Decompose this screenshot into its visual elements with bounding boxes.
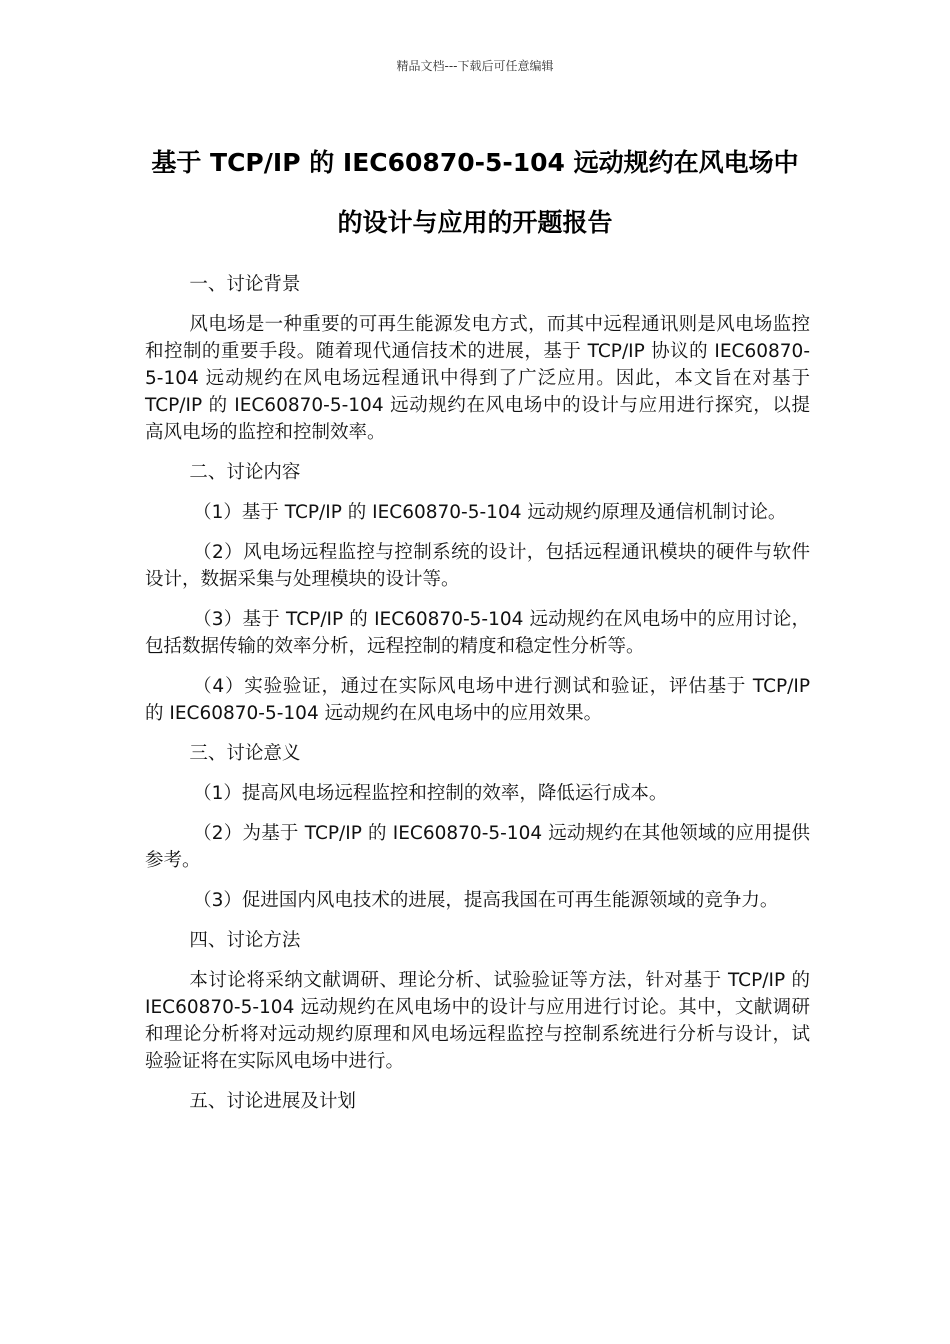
content-item-4: （4）实验验证，通过在实际风电场中进行测试和验证，评估基于 TCP/IP 的 IEC60870-5-104 远动规约在风电场中的应用效果。: [145, 676, 810, 724]
section-heading-background: 一、讨论背景: [189, 274, 301, 295]
content-item-1: （1）基于 TCP/IP 的 IEC60870-5-104 远动规约原理及通信机制讨论。: [193, 502, 787, 523]
page-header-note: 精品文档---下载后可任意编辑: [396, 59, 554, 73]
document-title: 基于 TCP/IP 的 IEC60870-5-104 远动规约在风电场中的设计与应用的开题报告: [151, 148, 799, 237]
methods-paragraph: 本讨论将采纳文献调研、理论分析、试验验证等方法，针对基于 TCP/IP 的 IEC60870-5-104 远动规约在风电场中的设计与应用进行讨论。其中，文献调研和理论分析将对远动规约原理和风电场远程监控与控制系统进行分析与设计，试验验证将在实际风电场中进行。: [145, 970, 810, 1072]
significance-item-1: （1）提高风电场远程监控和控制的效率，降低运行成本。: [193, 783, 668, 804]
content-item-2: （2）风电场远程监控与控制系统的设计，包括远程通讯模块的硬件与软件设计，数据采集与处理模块的设计等。: [145, 542, 810, 590]
section-heading-significance: 三、讨论意义: [189, 743, 301, 764]
content-item-3: （3）基于 TCP/IP 的 IEC60870-5-104 远动规约在风电场中的应用讨论，包括数据传输的效率分析，远程控制的精度和稳定性分析等。: [145, 609, 810, 657]
significance-item-2: （2）为基于 TCP/IP 的 IEC60870-5-104 远动规约在其他领域的应用提供参考。: [145, 823, 810, 871]
significance-item-3: （3）促进国内风电技术的进展，提高我国在可再生能源领域的竞争力。: [193, 890, 779, 911]
section-heading-methods: 四、讨论方法: [189, 930, 301, 951]
document-body: [145, 271, 810, 1128]
section-heading-progress: 五、讨论进展及计划: [189, 1091, 356, 1112]
section-heading-content: 二、讨论内容: [189, 462, 301, 483]
background-paragraph: 风电场是一种重要的可再生能源发电方式，而其中远程通讯则是风电场监控和控制的重要手段。随着现代通信技术的进展，基于 TCP/IP 协议的 IEC60870-5-104 远动规约在风电场远程通讯中得到了广泛应用。因此，本文旨在对基于 TCP/IP 的 IEC60870-5-104 远动规约在风电场中的设计与应用进行探究，以提高风电场的监控和控制效率。: [145, 314, 810, 443]
